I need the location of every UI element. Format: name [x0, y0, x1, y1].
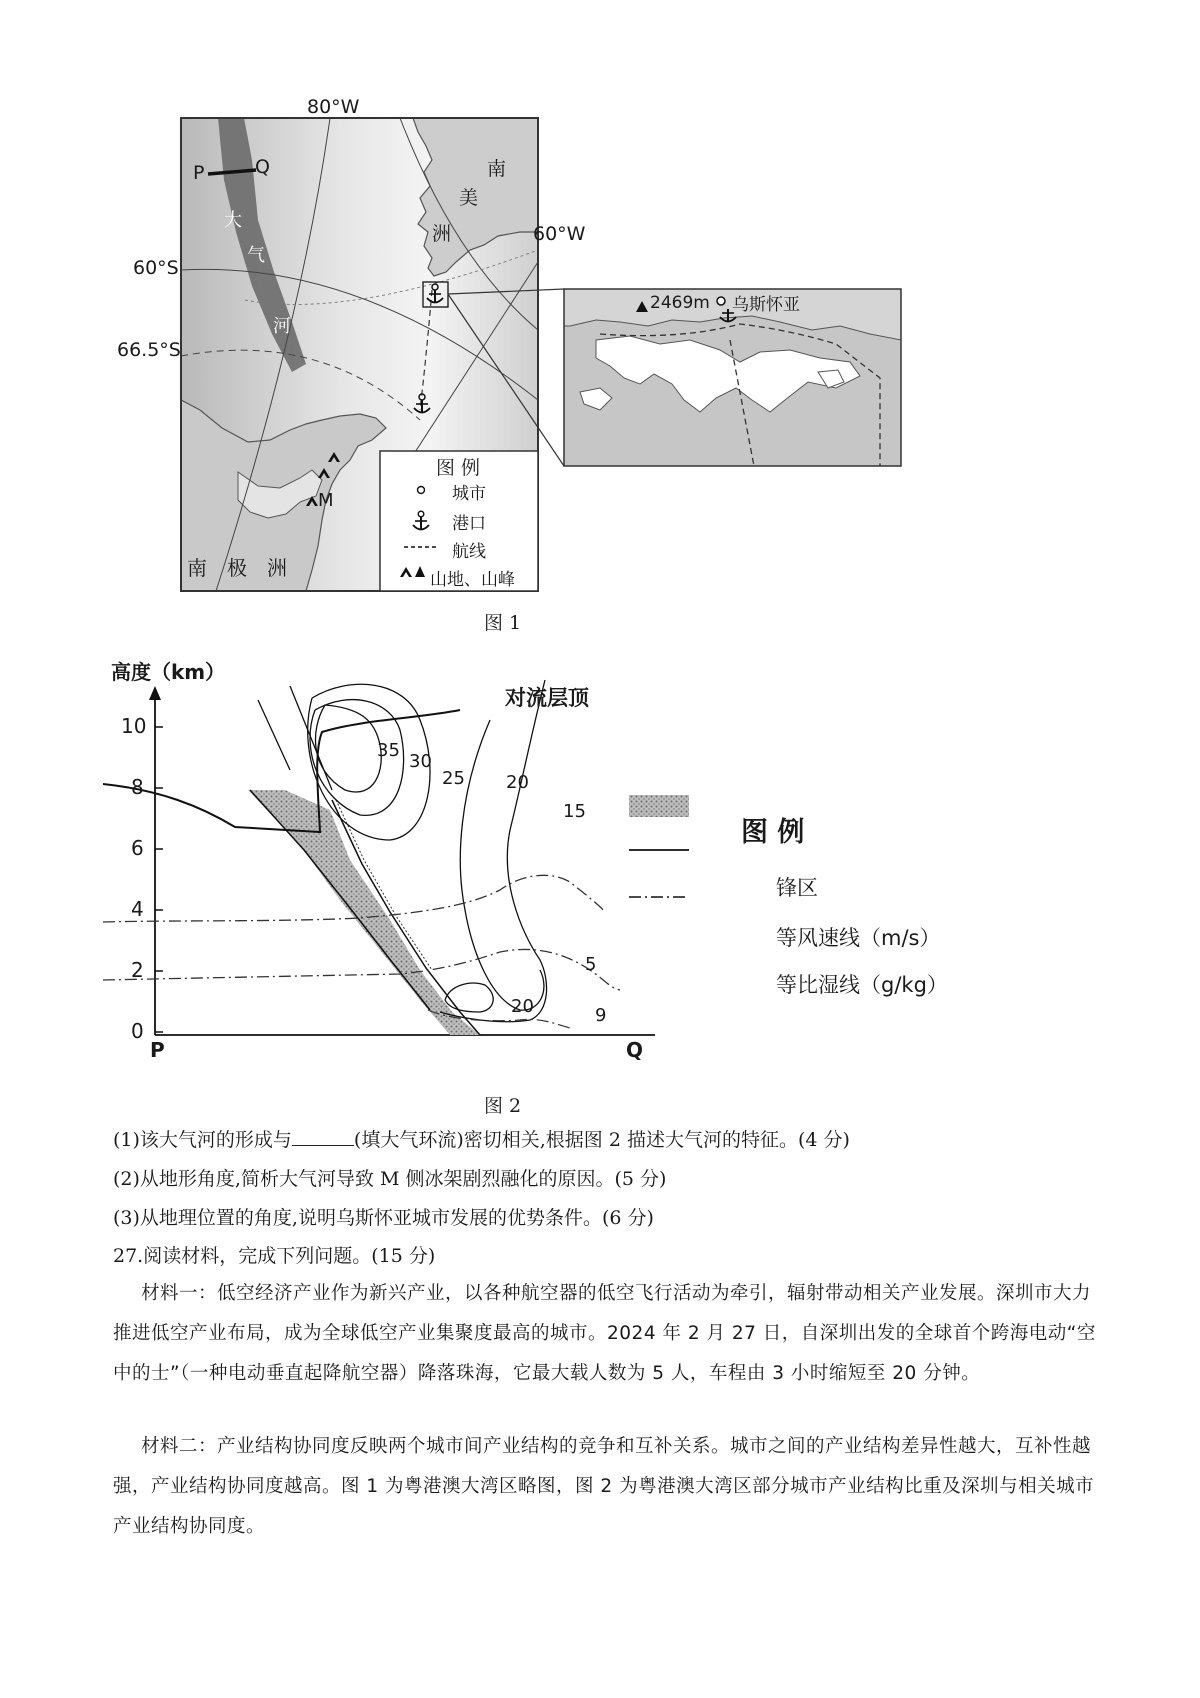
q-map-label: Q [255, 156, 270, 178]
map-legend-title: 图 例 [436, 457, 481, 479]
y-tick-8: 8 [131, 775, 144, 799]
inset-city-label: 乌斯怀亚 [732, 295, 800, 315]
figure2-chart [100, 650, 1000, 1070]
isotach-35: 35 [377, 740, 400, 761]
river-label-1: 大 [224, 210, 242, 231]
figure1-caption: 图 1 [484, 612, 522, 634]
figure1-map [0, 0, 1200, 640]
isotach-25: 25 [442, 768, 465, 789]
river-label-2: 气 [247, 245, 265, 266]
p-map-label: P [193, 162, 205, 184]
legend-front: 锋区 [776, 876, 818, 900]
chart-legend-title: 图 例 [741, 817, 805, 848]
y-tick-0: 0 [131, 1019, 144, 1043]
y-tick-2: 2 [131, 958, 144, 982]
isotach-20-upper: 20 [506, 772, 529, 793]
figure2-ylabel: 高度（km） [111, 660, 226, 684]
isotach-15: 15 [563, 801, 586, 822]
antarctica-label: 南 极 洲 [187, 556, 287, 580]
question-2: (2)从地形角度,简析大气河导致 M 侧冰架剧烈融化的原因。(5 分) [113, 1168, 667, 1190]
river-label-3: 河 [273, 316, 291, 337]
isotach-20-lower: 20 [511, 996, 534, 1017]
material-2 [113, 1427, 1105, 1547]
south-america-label-3: 洲 [432, 223, 452, 245]
humidity-9: 9 [595, 1005, 607, 1026]
legend-humidity: 等比湿线（g/kg） [776, 973, 948, 997]
x-left-p: P [150, 1038, 165, 1062]
tropopause-label: 对流层顶 [505, 686, 589, 710]
lat-60s-label: 60°S [133, 257, 179, 279]
y-tick-4: 4 [131, 897, 144, 921]
map-legend-port: 港口 [452, 514, 486, 534]
south-america-label-1: 南 [487, 158, 507, 180]
map-legend-route: 航线 [452, 542, 486, 562]
lon-60w-label: 60°W [533, 223, 586, 245]
material-2-text: 材料二：产业结构协同度反映两个城市间产业结构的竞争和互补关系。城市之间的产业结构差异性越大，互补性越强，产业结构协同度越高。图 1 为粤港澳大湾区略图，图 2 为粤港澳大湾区部分城市产业结构比重及深圳与相关城市产业结构协同度。 [113, 1436, 1095, 1537]
inset-peak-label: 2469m [650, 293, 710, 313]
south-america-label-2: 美 [459, 187, 479, 209]
answer-blank[interactable] [292, 1127, 354, 1146]
humidity-5: 5 [585, 954, 597, 975]
question-1-pre: (1)该大气河的形成与 [113, 1129, 292, 1151]
lon-80w-label: 80°W [307, 96, 360, 118]
figure2-caption: 图 2 [484, 1095, 522, 1117]
y-tick-10: 10 [121, 714, 147, 738]
question-1 [113, 1127, 850, 1153]
material-1-text: 材料一：低空经济产业作为新兴产业，以各种航空器的低空飞行活动为牵引，辐射带动相关产业发展。深圳市大力推进低空产业布局，成为全球低空产业集聚度最高的城市。2024 年 2 月 27 日，自深圳出发的全球首个跨海电动“空中的士”（一种电动垂直起降航空器）降落珠海，它最大载人数为 5 人，车程由 3 小时缩短至 20 分钟。 [113, 1283, 1096, 1384]
isotach-30: 30 [409, 751, 432, 772]
y-tick-6: 6 [131, 836, 144, 860]
question-1-post: (填大气环流)密切相关,根据图 2 描述大气河的特征。(4 分) [353, 1129, 850, 1151]
map-legend-city: 城市 [452, 484, 486, 504]
material-1 [113, 1274, 1105, 1394]
map-legend-mountain: 山地、山峰 [430, 570, 515, 590]
m-label: M [318, 490, 334, 511]
question-3: (3)从地理位置的角度,说明乌斯怀亚城市发展的优势条件。(6 分) [113, 1207, 654, 1229]
legend-wind: 等风速线（m/s） [776, 926, 941, 950]
question-27-title: 27.阅读材料，完成下列问题。(15 分) [113, 1245, 436, 1267]
lat-66-5s-label: 66.5°S [117, 339, 181, 361]
x-right-q: Q [626, 1038, 644, 1062]
